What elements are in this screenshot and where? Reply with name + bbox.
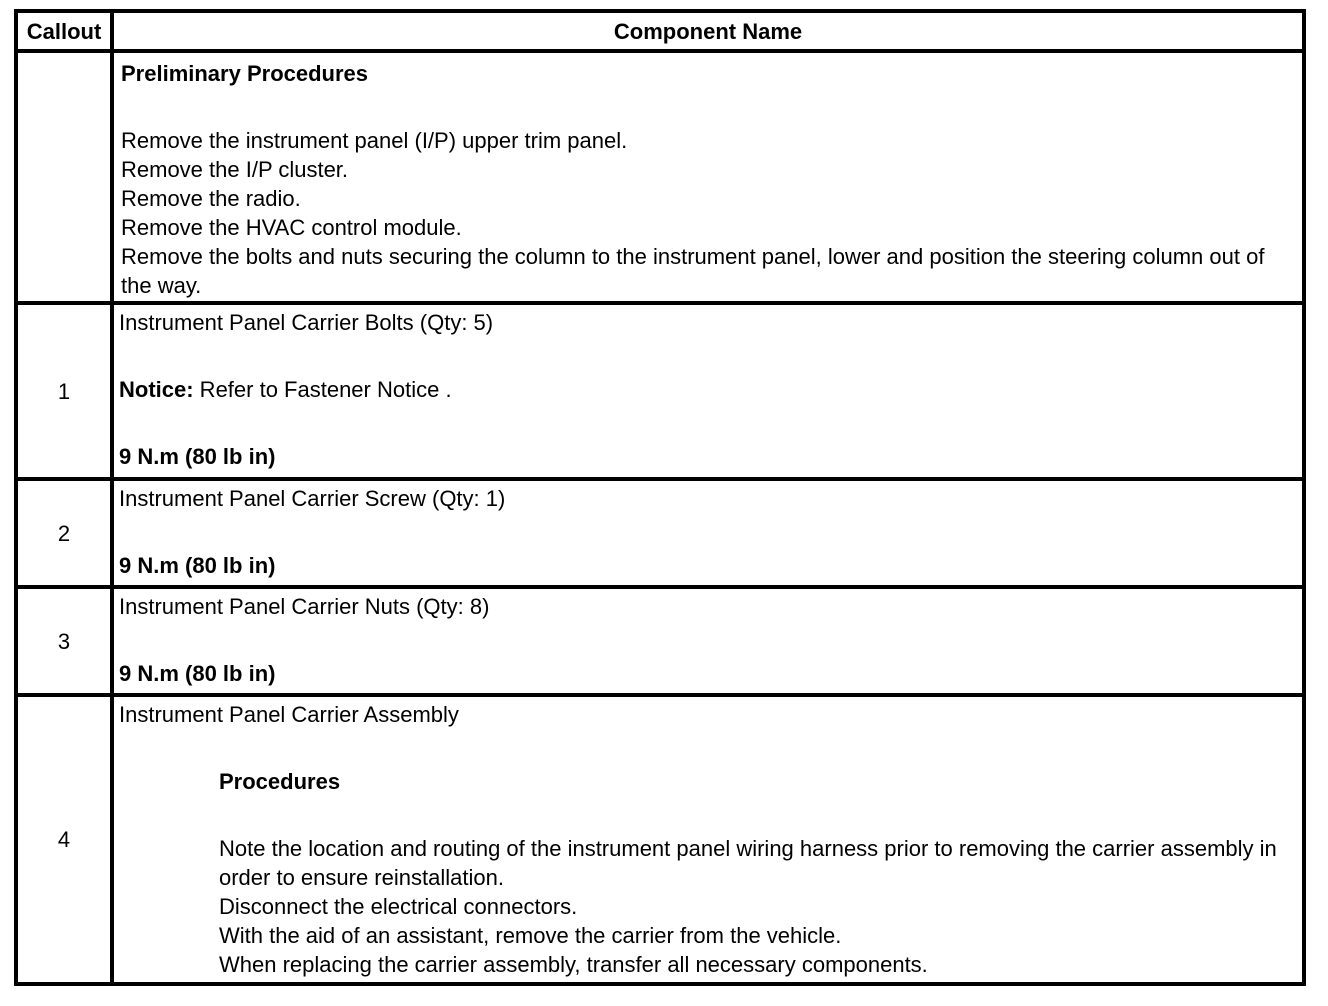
preliminary-step: Remove the I/P cluster. [121, 157, 349, 182]
notice-line [119, 375, 1292, 404]
component-name: Instrument Panel Carrier Bolts (Qty: 5) [119, 310, 494, 335]
preliminary-step: Remove the bolts and nuts securing the column to the instrument panel, lower and position the steering column out of the way. [121, 244, 1265, 298]
callout-number: 2 [16, 479, 112, 587]
preliminary-step: Remove the radio. [121, 186, 301, 211]
table-row [16, 695, 1304, 984]
preliminary-procedures-cell [112, 51, 1304, 303]
callout-number: 4 [16, 695, 112, 984]
component-name-header: Component Name [112, 11, 1304, 51]
component-name: Instrument Panel Carrier Assembly [119, 702, 459, 727]
procedure-step: Note the location and routing of the instrument panel wiring harness prior to removing the carrier assembly in order to ensure reinstallation. [219, 836, 1277, 890]
callout-number: 1 [16, 303, 112, 479]
preliminary-row [16, 51, 1304, 303]
preliminary-step: Remove the instrument panel (I/P) upper trim panel. [121, 128, 628, 153]
torque-spec: 9 N.m (80 lb in) [119, 444, 276, 469]
procedure-step: When replacing the carrier assembly, transfer all necessary components. [219, 952, 928, 977]
callout-header: Callout [16, 11, 112, 51]
procedures-block [119, 767, 1292, 979]
torque-spec: 9 N.m (80 lb in) [119, 553, 276, 578]
procedures-title: Procedures [219, 769, 341, 794]
component-name: Instrument Panel Carrier Screw (Qty: 1) [119, 486, 506, 511]
notice-label: Notice: [119, 377, 194, 402]
procedure-step: With the aid of an assistant, remove the carrier from the vehicle. [219, 923, 842, 948]
torque-spec: 9 N.m (80 lb in) [119, 661, 276, 686]
preliminary-title: Preliminary Procedures [121, 61, 369, 86]
callout-table [14, 9, 1306, 986]
component-name: Instrument Panel Carrier Nuts (Qty: 8) [119, 594, 490, 619]
callout-number: 3 [16, 587, 112, 695]
component-cell [112, 303, 1304, 479]
table-row [16, 479, 1304, 587]
procedure-step: Disconnect the electrical connectors. [219, 894, 578, 919]
component-cell [112, 695, 1304, 984]
table-row [16, 587, 1304, 695]
table-row [16, 303, 1304, 479]
component-cell [112, 587, 1304, 695]
preliminary-callout-cell [16, 51, 112, 303]
preliminary-step: Remove the HVAC control module. [121, 215, 462, 240]
component-cell [112, 479, 1304, 587]
header-row [16, 11, 1304, 51]
notice-text: Refer to Fastener Notice . [193, 377, 452, 402]
